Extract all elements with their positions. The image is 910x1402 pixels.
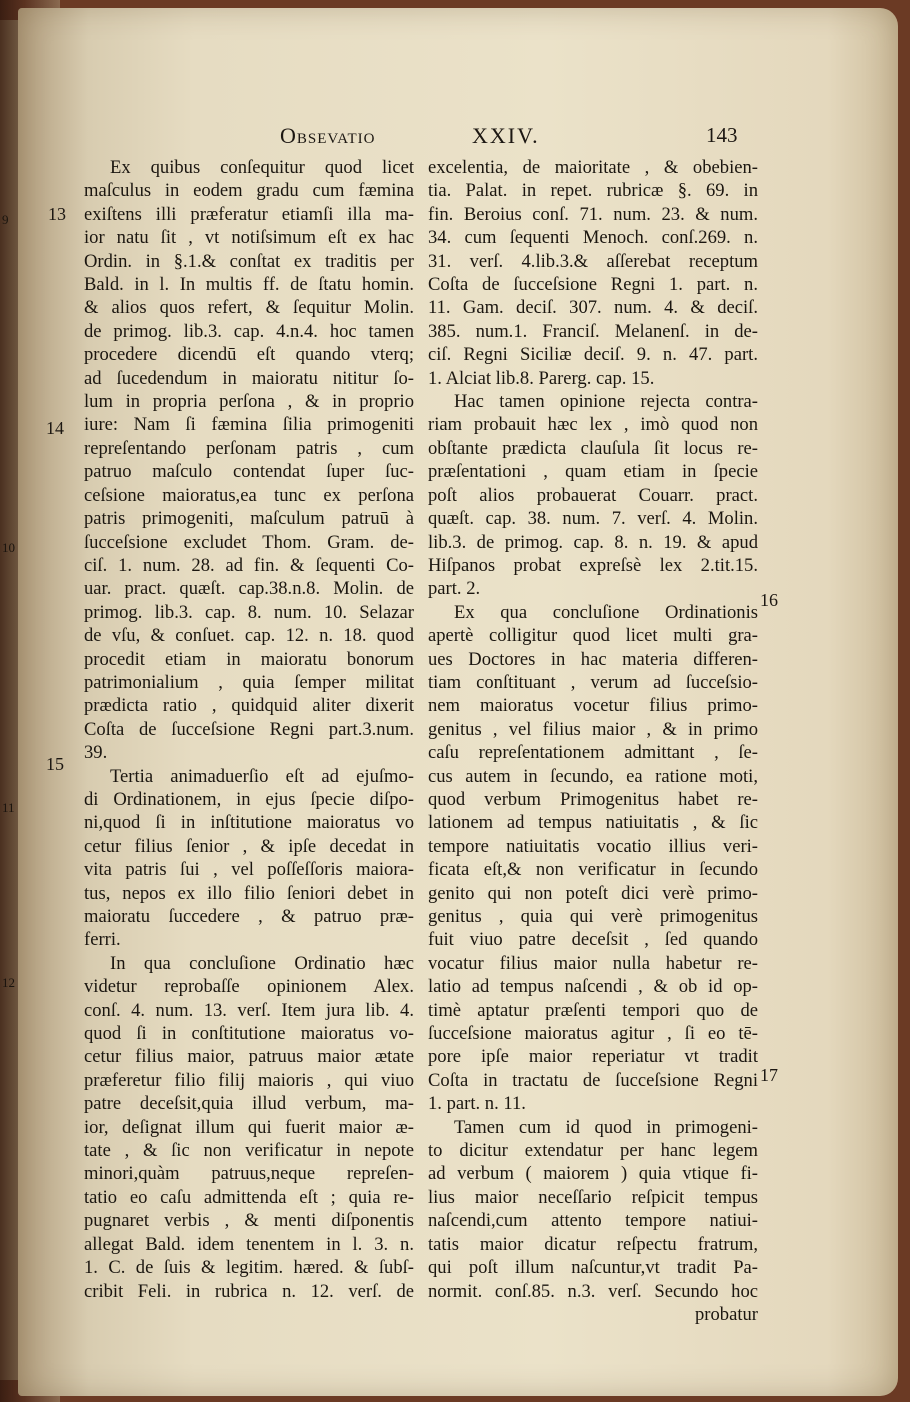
text-line: fin. Beroius conſ. 71. num. 23. & num. <box>428 203 758 225</box>
text-line: Hiſpanos probat expreſsè lex 2.tit.15. <box>428 554 758 576</box>
text-line: cus autem in ſecundo, ea ratione moti, <box>428 765 758 787</box>
text-line: cetur filius ſenior , & ipſe decedat in <box>84 835 414 857</box>
observation-number: XXIV. <box>472 123 540 148</box>
text-line: cetur filius maior, patruus maior ætate <box>84 1046 414 1068</box>
book-page <box>18 8 898 1396</box>
text-line: ad ſucedendum in maioratu nititur ſo- <box>84 367 414 389</box>
text-line: lib.3. de primog. cap. 8. n. 19. & apud <box>428 531 758 553</box>
text-line: genitus , vel filius maior , & in primo <box>428 718 758 740</box>
text-line: ior natu ſit , vt notiſsimum eſt ex hac <box>84 227 414 249</box>
text-line: iure: Nam ſi fæmina ſilia primogeniti <box>84 414 414 436</box>
margin-number: 13 <box>48 204 66 224</box>
text-line: tiam conſtituant , verum ad ſucceſsio- <box>428 671 758 693</box>
text-line: caſu repreſentationem admittant , ſe- <box>428 742 758 764</box>
text-line: patrimonialium , quia ſemper militat <box>84 671 414 693</box>
right-text-column <box>428 156 758 1326</box>
text-line: latio ad tempus naſcendi , & ob id op- <box>428 976 758 998</box>
text-line: to dicitur extendatur per hanc legem <box>428 1140 758 1162</box>
text-line: ciſ. Regni Siciliæ deciſ. 9. n. 47. part. <box>428 344 758 366</box>
text-line: Tamen cum id quod in primogeni- <box>454 1116 758 1138</box>
text-line: nem maioratus vocetur filius primo- <box>428 695 758 717</box>
text-line: minori,quàm patruus,neque repreſen- <box>84 1163 414 1185</box>
text-line: prædicta ratio , quidquid aliter dixerit <box>84 695 414 717</box>
text-line: ad verbum ( maiorem ) quia vtique fi- <box>428 1163 758 1185</box>
prev-margin-number: 10 <box>2 540 15 555</box>
text-line: Coſta de ſucceſsione Regni part.3.num. <box>84 718 414 740</box>
text-line: Coſta de ſucceſsione Regni 1. part. n. <box>428 274 758 296</box>
text-line: poſt alios probauerat Couarr. pract. <box>428 484 758 506</box>
text-line: ciſ. 1. num. 28. ad fin. & ſequenti Co- <box>84 554 414 576</box>
text-line: Coſta in tractatu de ſucceſsione Regni <box>428 1069 758 1091</box>
text-line: naſcendi,cum attento tempore natiui- <box>428 1210 758 1232</box>
text-line: de vſu, & conſuet. cap. 12. n. 18. quod <box>84 625 414 647</box>
text-line: procedit etiam in maioratu bonorum <box>84 648 414 670</box>
text-line: conſ. 4. num. 13. verſ. Item jura lib. 4. <box>84 999 414 1021</box>
text-line: lum in propria perſona , & in proprio <box>84 391 414 413</box>
text-line: lius maior neceſſario reſpicit tempus <box>428 1186 758 1208</box>
prev-margin-number: 9 <box>2 212 9 227</box>
left-text-column <box>84 156 414 1303</box>
text-line: ni,quod ſi in inſtitutione maioratus vo <box>84 812 414 834</box>
text-line: cribit Feli. in rubrica n. 12. verſ. de <box>84 1280 414 1302</box>
margin-number: 16 <box>760 590 778 610</box>
text-line: genito qui non poteſt dici verè primo- <box>428 882 758 904</box>
text-line: In qua concluſione Ordinatio hæc <box>110 952 414 974</box>
text-line: patre deceſsit,quia illud verbum, ma- <box>84 1093 414 1115</box>
text-line: pore ipſe maior reperiatur vt tradit <box>428 1046 758 1068</box>
text-line: lationem ad tempus natiuitatis , & ſic <box>428 812 758 834</box>
text-line: quæſt. cap. 38. num. 7. verſ. 4. Molin. <box>428 508 758 530</box>
text-line: riam probauit hæc lex , imò quod non <box>428 414 758 436</box>
text-line: timè aptatur præſenti tempori quo de <box>428 999 758 1021</box>
text-line: di Ordinationem, in ejus ſpecie diſpo- <box>84 788 414 810</box>
folio-number: 143 <box>706 123 738 147</box>
margin-number: 15 <box>46 754 64 774</box>
text-line: maioratu ſuccedere , & patruo præ- <box>84 906 414 927</box>
text-line: ceſsione maioratus,ea tunc ex perſona <box>84 484 414 506</box>
text-line: præſentationi , quam etiam in ſpecie <box>428 461 758 483</box>
text-line: exiſtens illi præferatur etiamſi illa ma- <box>84 203 414 225</box>
text-line: de primog. lib.3. cap. 4.n.4. hoc tamen <box>84 320 414 342</box>
text-line: repreſentando perſonam patris , cum <box>84 437 414 459</box>
text-line: tempore natiuitatis vocatio illius veri- <box>428 835 758 857</box>
text-line: 11. Gam. deciſ. 307. num. 4. & deciſ. <box>428 297 758 319</box>
text-line: Hac tamen opinione rejecta contra- <box>454 391 758 413</box>
text-line: tus, nepos ex illo filio ſeniori debet in <box>84 882 414 904</box>
prev-margin-number: 12 <box>2 975 15 990</box>
catchword: probatur <box>695 1303 758 1325</box>
text-line: 31. verſ. 4.lib.3.& aſſerebat receptum <box>428 250 758 272</box>
text-line: patris primogeniti, maſculum patruū à <box>84 508 414 530</box>
text-line: part. 2. <box>428 578 481 600</box>
text-line: ſucceſsione maioratus agitur , ſi eo tē- <box>428 1023 758 1045</box>
margin-number: 17 <box>760 1065 778 1085</box>
text-line: apertè colligitur quod licet multi gra- <box>428 625 758 647</box>
text-line: & alios quos refert, & ſequitur Molin. <box>84 297 414 319</box>
text-line: Ex qua concluſione Ordinationis <box>454 601 758 623</box>
text-line: ferri. <box>84 929 121 951</box>
text-line: præferetur filio filij maioris , qui viuo <box>84 1069 414 1091</box>
text-line: tatio eo caſu admittenda eſt ; quia re- <box>84 1186 414 1208</box>
running-title: Obsevatio <box>280 123 376 148</box>
text-line: primog. lib.3. cap. 8. num. 10. Selazar <box>84 601 414 623</box>
text-line: fuit viuo patre deceſsit , ſed quando <box>428 929 758 951</box>
text-line: procedere dicendū eſt quando vterq; <box>84 344 414 366</box>
text-line: 34. cum ſequenti Menoch. conſ.269. n. <box>428 227 758 249</box>
text-line: 1. Alciat lib.8. Parerg. cap. 15. <box>428 367 655 389</box>
text-line: allegat Bald. idem tenentem in l. 3. n. <box>84 1233 414 1255</box>
text-line: videtur reprobaſſe opinionem Alex. <box>84 976 414 998</box>
text-line: maſculus in eodem gradu cum fæmina <box>84 180 414 202</box>
text-line: tatis maior dicatur reſpectu fratrum, <box>428 1233 758 1255</box>
text-line: obſtante prædicta clauſula ſit locus re- <box>428 437 758 459</box>
text-line: ficata eſt,& non verificatur in ſecundo <box>428 859 758 881</box>
text-line: tia. Palat. in repet. rubricæ §. 69. in <box>428 180 758 202</box>
text-line: 1. part. n. 11. <box>428 1093 526 1115</box>
text-line: ſucceſsione excludet Thom. Gram. de- <box>84 531 414 553</box>
text-line: genitus , quia qui verè primogenitus <box>428 906 758 927</box>
text-line: vita patris ſui , vel poſſeſſoris maiora- <box>84 859 414 881</box>
text-line: quod verbum Primogenitus habet re- <box>428 788 758 810</box>
text-line: ior, deſignat illum qui fuerit maior æ- <box>84 1116 414 1138</box>
text-line: normit. conſ.85. n.3. verſ. Secundo hoc <box>428 1280 758 1302</box>
text-line: excelentia, de maioritate , & obebien- <box>428 157 758 178</box>
text-line: Ex quibus conſequitur quod licet <box>110 157 414 178</box>
running-header <box>280 123 740 155</box>
text-line: Ordin. in §.1.& conſtat ex traditis per <box>84 250 414 272</box>
text-line: vocatur filius maior nulla habetur re- <box>428 952 758 974</box>
text-line: Bald. in l. In multis ff. de ſtatu homin. <box>84 274 414 296</box>
text-line: uar. pract. quæſt. cap.38.n.8. Molin. de <box>84 578 414 600</box>
text-line: qui poſt illum naſcuntur,vt tradit Pa- <box>428 1257 758 1279</box>
text-line: pugnaret verbis , & menti diſponentis <box>84 1210 414 1232</box>
prev-margin-number: 11 <box>2 800 15 815</box>
text-line: tate , & ſic non verificatur in nepote <box>84 1140 414 1162</box>
margin-number: 14 <box>46 418 64 438</box>
text-line: 39. <box>84 742 108 764</box>
text-line: ues Doctores in hac materia differen- <box>428 648 758 670</box>
text-line: Tertia animaduerſio eſt ad ejuſmo- <box>110 765 414 787</box>
text-line: 1. C. de ſuis & legitim. hæred. & ſubſ- <box>84 1257 414 1279</box>
text-line: quod ſi in conſtitutione maioratus vo- <box>84 1023 414 1045</box>
text-line: 385. num.1. Franciſ. Melanenſ. in de- <box>428 320 758 342</box>
text-line: patruo maſculo contendat ſuper ſuc- <box>84 461 414 483</box>
